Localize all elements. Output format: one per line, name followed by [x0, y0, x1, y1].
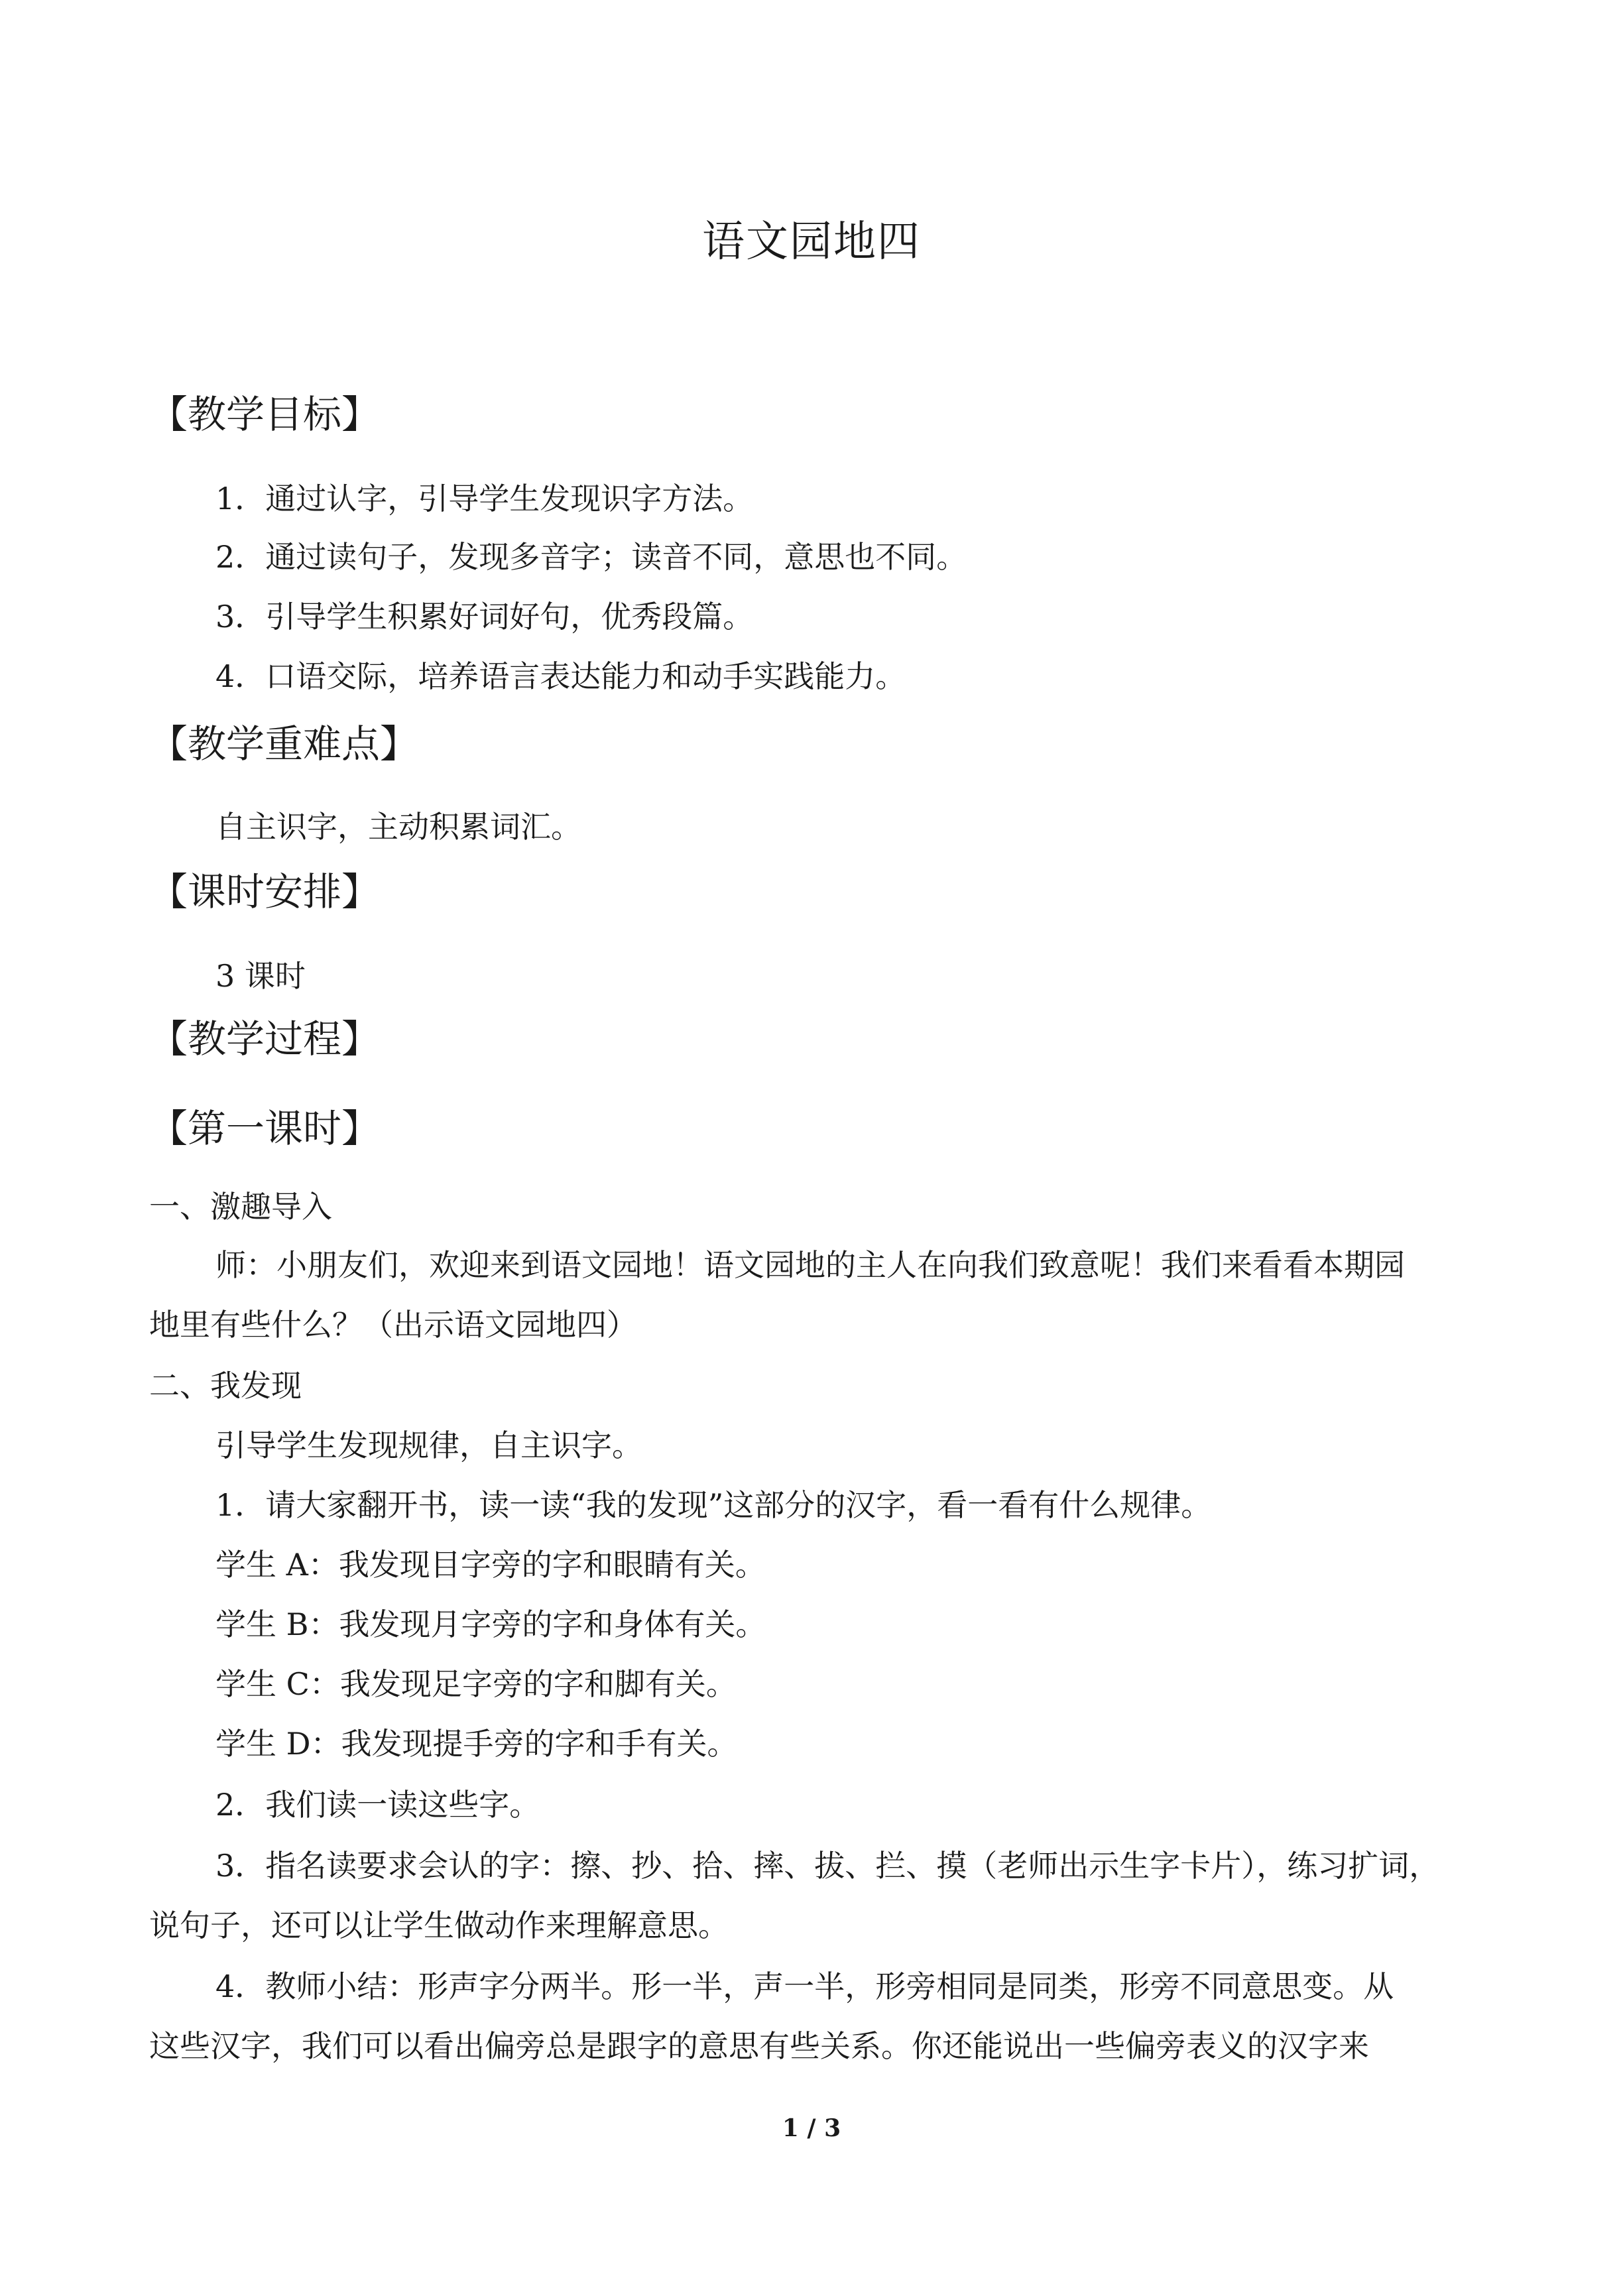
student-d-line: 学生 D：我发现提手旁的字和手有关。: [215, 1726, 738, 1762]
page-number: 1 / 3: [782, 2114, 841, 2142]
part2-title: 二、我发现: [149, 1368, 302, 1404]
step1-text: 1．请大家翻开书，读一读“我的发现”这部分的汉字，看一看有什么规律。: [215, 1487, 1212, 1523]
heading-teaching-process: 【教学过程】: [149, 1016, 381, 1061]
step3-line1: 3．指名读要求会认的字：擦、抄、拾、摔、拔、拦、摸（老师出示生字卡片），练习扩词，: [215, 1848, 1440, 1884]
student-c-line: 学生 C：我发现足字旁的字和脚有关。: [215, 1666, 737, 1702]
part1-text-line2: 地里有些什么？（出示语文园地四）: [149, 1307, 637, 1343]
part1-title: 一、激趣导入: [149, 1189, 332, 1225]
schedule-text: 3 课时: [215, 958, 306, 994]
student-b-line: 学生 B：我发现月字旁的字和身体有关。: [215, 1606, 766, 1642]
key-points-text: 自主识字，主动积累词汇。: [215, 809, 581, 845]
step2-text: 2．我们读一读这些字。: [215, 1787, 540, 1823]
heading-teaching-goals: 【教学目标】: [149, 392, 381, 437]
part1-text-line1: 师：小朋友们，欢迎来到语文园地！语文园地的主人在向我们致意呢！我们来看看本期园: [215, 1247, 1405, 1283]
step3-line2: 说句子，还可以让学生做动作来理解意思。: [149, 1907, 729, 1943]
heading-key-points: 【教学重难点】: [149, 721, 419, 766]
heading-schedule: 【课时安排】: [149, 869, 381, 914]
heading-lesson-1: 【第一课时】: [149, 1106, 381, 1151]
part2-intro: 引导学生发现规律，自主识字。: [215, 1427, 642, 1463]
goal-item-4: 4．口语交际，培养语言表达能力和动手实践能力。: [215, 658, 906, 694]
goal-item-3: 3．引导学生积累好词好句，优秀段篇。: [215, 599, 754, 634]
goal-item-2: 2．通过读句子，发现多音字；读音不同，意思也不同。: [215, 539, 967, 575]
step4-line1: 4．教师小结：形声字分两半。形一半，声一半，形旁相同是同类，形旁不同意思变。从: [215, 1968, 1394, 2004]
student-a-line: 学生 A：我发现目字旁的字和眼睛有关。: [215, 1547, 766, 1583]
document-title: 语文园地四: [702, 217, 921, 267]
goal-item-1: 1．通过认字，引导学生发现识字方法。: [215, 481, 754, 516]
step4-line2: 这些汉字，我们可以看出偏旁总是跟字的意思有些关系。你还能说出一些偏旁表义的汉字来: [149, 2028, 1369, 2064]
